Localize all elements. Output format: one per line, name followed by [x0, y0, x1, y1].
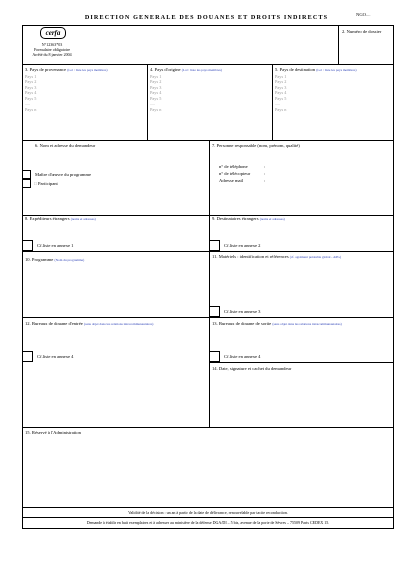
country-item[interactable]: Pays 4 — [275, 90, 287, 96]
country-item[interactable]: Pays 1 — [150, 74, 162, 79]
annex4-entry-checkbox[interactable] — [22, 351, 33, 362]
form-title: DIRECTION GENERALE DES DOUANES ET DROITS INDIRECTS — [84, 14, 329, 21]
box9-header: 9. Destinataires étrangers (noms et adresses) — [212, 216, 285, 221]
country-origin-header: 4. Pays d'origine (Lol : liste les pays membres) — [150, 67, 222, 72]
box15-label: 15. Réservé à l'Administration — [25, 430, 81, 435]
participant-checkbox[interactable] — [22, 179, 31, 188]
program-master-label: Maître d'œuvre du programme — [35, 172, 92, 177]
country-item[interactable]: Pays 3 — [150, 84, 162, 90]
ngo-reference: NGO.... — [356, 12, 371, 17]
annex1-checkbox[interactable] — [22, 240, 33, 251]
row-divider-10-11 — [22, 251, 394, 252]
box12-13-divider — [209, 317, 210, 427]
row-divider-footer — [22, 507, 394, 508]
email-label: Adresse mail — [219, 178, 244, 183]
cerfa-mandatory: Formulaire obligatoire — [33, 47, 71, 52]
country-item[interactable]: Pays n — [150, 106, 162, 112]
cerfa-decree: Arrêté du 8 janvier 2004 — [32, 52, 72, 57]
country-item[interactable]: Pays 2 — [275, 79, 287, 85]
program-master-checkbox[interactable] — [22, 170, 31, 179]
country-col-divider-1 — [147, 64, 148, 140]
country-item[interactable]: Pays 1 — [25, 74, 37, 79]
box10-header: 10. Programme (Nom du programme) — [25, 257, 85, 262]
country-item[interactable]: Pays 3 — [275, 84, 287, 90]
annex3-label: Cf.liste en annexe 3 — [224, 309, 261, 314]
row-divider-14 — [209, 362, 394, 363]
country-item[interactable]: Pays 4 — [25, 90, 37, 96]
country-item[interactable]: Pays 3 — [25, 84, 37, 90]
box6-label: 6. Nom et adresse du demandeur — [35, 143, 96, 148]
country-origin-list — [150, 74, 161, 112]
box6-7-divider — [209, 140, 210, 215]
fax-label: n° de télécopieur — [219, 171, 251, 176]
country-item[interactable]: Pays 2 — [150, 79, 162, 85]
country-item: ..... — [275, 101, 281, 107]
phone-label: n° de téléphone — [219, 164, 248, 169]
box8-header: 8. Expéditeurs étrangers (noms et adresses) — [25, 216, 96, 221]
cerfa-logo: cerfa — [40, 27, 66, 39]
country-item[interactable]: Pays 2 — [25, 79, 37, 85]
country-item[interactable]: Pays 5 — [25, 95, 37, 101]
country-item[interactable]: Pays 5 — [150, 95, 162, 101]
box2-label: 2. Numéro de dossier — [342, 29, 382, 34]
country-col-divider-2 — [272, 64, 273, 140]
country-item[interactable]: Pays 5 — [275, 95, 287, 101]
country-item[interactable]: Pays n — [275, 106, 287, 112]
row-divider-countries — [22, 64, 394, 65]
participant-label: □ Participant — [34, 181, 58, 186]
annex2-checkbox[interactable] — [209, 240, 220, 251]
box7-label: 7. Personne responsable (nom, prénom, qualité) — [212, 143, 300, 148]
country-provenance-header: 3. Pays de provenance (Lol : liste les pays membres) — [25, 67, 108, 72]
box11-header: 11. Matériels : identification et références (cf. agrément préalable global - APG) — [212, 254, 341, 259]
box14-label: 14. Date, signature et cachet du demandeur — [212, 366, 292, 371]
box2-divider — [338, 25, 339, 64]
form-frame — [22, 25, 394, 529]
row-divider-12-13 — [22, 317, 394, 318]
validity-note: Validité de la décision : un an à partir de la date de délivrance, renouvelable par tacite reconduction. — [128, 510, 288, 515]
annex1-label: Cf.liste en annexe 1 — [37, 243, 74, 248]
row-divider-15 — [22, 427, 394, 428]
fax-colon: : — [264, 171, 266, 176]
instructions-note: Demande à établir en huit exemplaires et à adresser au ministère de la défense DGA/DI – 5 bis, avenue de la porte de Sèvres – 75509 Paris CEDEX 15. — [86, 520, 330, 525]
annex3-checkbox[interactable] — [209, 306, 220, 317]
country-provenance-list — [25, 74, 36, 112]
phone-colon: : — [264, 164, 266, 169]
annex2-label: Cf.liste en annexe 2 — [224, 243, 261, 248]
cerfa-number: N°12363*03 — [41, 42, 63, 47]
row-divider-footer-2 — [22, 517, 394, 518]
annex4-entry-label: Cf.liste en annexe 4 — [37, 354, 74, 359]
country-item[interactable]: Pays 4 — [150, 90, 162, 96]
box12-header: 12. Bureaux de douane d'entrée (sans objet dans les relations intracommunautaires) — [25, 321, 154, 326]
email-colon: : — [264, 178, 266, 183]
country-item[interactable]: Pays n — [25, 106, 37, 112]
annex4-exit-checkbox[interactable] — [209, 351, 220, 362]
country-destination-header: 5. Pays de destination (Lol : liste les pays membres) — [275, 67, 357, 72]
country-item: ..... — [150, 101, 156, 107]
annex4-exit-label: Cf.liste en annexe 4 — [224, 354, 261, 359]
country-item[interactable]: Pays 1 — [275, 74, 287, 79]
row-divider-6-7 — [22, 140, 394, 141]
box13-header: 13. Bureaux de douane de sortie (sans objet dans les relations intracommunautaires) — [212, 321, 342, 326]
country-destination-list — [275, 74, 286, 112]
country-item: ..... — [25, 101, 31, 107]
